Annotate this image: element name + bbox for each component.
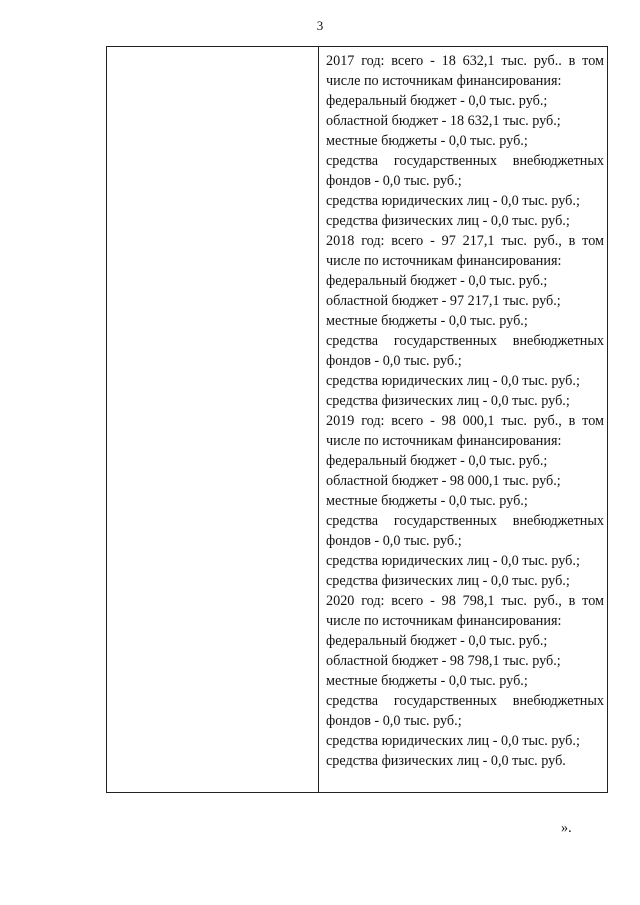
funding-line: средства государственных внебюджетных — [326, 153, 604, 169]
funding-line: средства физических лиц - 0,0 тыс. руб. — [326, 753, 566, 769]
funding-line: местные бюджеты - 0,0 тыс. руб.; — [326, 313, 528, 329]
funding-line: местные бюджеты - 0,0 тыс. руб.; — [326, 493, 528, 509]
funding-line: федеральный бюджет - 0,0 тыс. руб.; — [326, 93, 548, 109]
funding-line: средства юридических лиц - 0,0 тыс. руб.; — [326, 193, 580, 209]
funding-line: областной бюджет - 98 000,1 тыс. руб.; — [326, 473, 561, 489]
column-divider — [318, 47, 319, 792]
funding-line: областной бюджет - 97 217,1 тыс. руб.; — [326, 293, 561, 309]
funding-line: федеральный бюджет - 0,0 тыс. руб.; — [326, 453, 548, 469]
page-number: 3 — [316, 18, 324, 33]
funding-line: фондов - 0,0 тыс. руб.; — [326, 533, 462, 549]
funding-line: средства физических лиц - 0,0 тыс. руб.; — [326, 573, 570, 589]
funding-line: числе по источникам финансирования: — [326, 253, 562, 269]
funding-line: местные бюджеты - 0,0 тыс. руб.; — [326, 133, 528, 149]
funding-line: средства юридических лиц - 0,0 тыс. руб.; — [326, 373, 580, 389]
funding-table — [106, 46, 608, 793]
funding-line: федеральный бюджет - 0,0 тыс. руб.; — [326, 633, 548, 649]
funding-line: 2017 год: всего - 18 632,1 тыс. руб.. в том — [326, 53, 604, 69]
funding-line: федеральный бюджет - 0,0 тыс. руб.; — [326, 273, 548, 289]
funding-line: числе по источникам финансирования: — [326, 73, 562, 89]
funding-line: средства юридических лиц - 0,0 тыс. руб.; — [326, 733, 580, 749]
funding-line: средства физических лиц - 0,0 тыс. руб.; — [326, 213, 570, 229]
funding-line: фондов - 0,0 тыс. руб.; — [326, 713, 462, 729]
funding-line: местные бюджеты - 0,0 тыс. руб.; — [326, 673, 528, 689]
funding-line: 2019 год: всего - 98 000,1 тыс. руб., в том — [326, 413, 604, 429]
funding-line: средства государственных внебюджетных — [326, 513, 604, 529]
funding-line: фондов - 0,0 тыс. руб.; — [326, 353, 462, 369]
funding-line: областной бюджет - 98 798,1 тыс. руб.; — [326, 653, 561, 669]
funding-line: средства физических лиц - 0,0 тыс. руб.; — [326, 393, 570, 409]
funding-line: 2018 год: всего - 97 217,1 тыс. руб., в том — [326, 233, 604, 249]
table-label-cell — [107, 47, 318, 792]
funding-line: числе по источникам финансирования: — [326, 433, 562, 449]
funding-line: средства государственных внебюджетных — [326, 333, 604, 349]
funding-line: числе по источникам финансирования: — [326, 613, 562, 629]
closing-quote-mark: ». — [561, 820, 572, 836]
funding-line: средства государственных внебюджетных — [326, 693, 604, 709]
funding-line: фондов - 0,0 тыс. руб.; — [326, 173, 462, 189]
funding-text-cell — [326, 51, 604, 771]
funding-line: средства юридических лиц - 0,0 тыс. руб.; — [326, 553, 580, 569]
funding-line: 2020 год: всего - 98 798,1 тыс. руб., в том — [326, 593, 604, 609]
funding-line: областной бюджет - 18 632,1 тыс. руб.; — [326, 113, 561, 129]
